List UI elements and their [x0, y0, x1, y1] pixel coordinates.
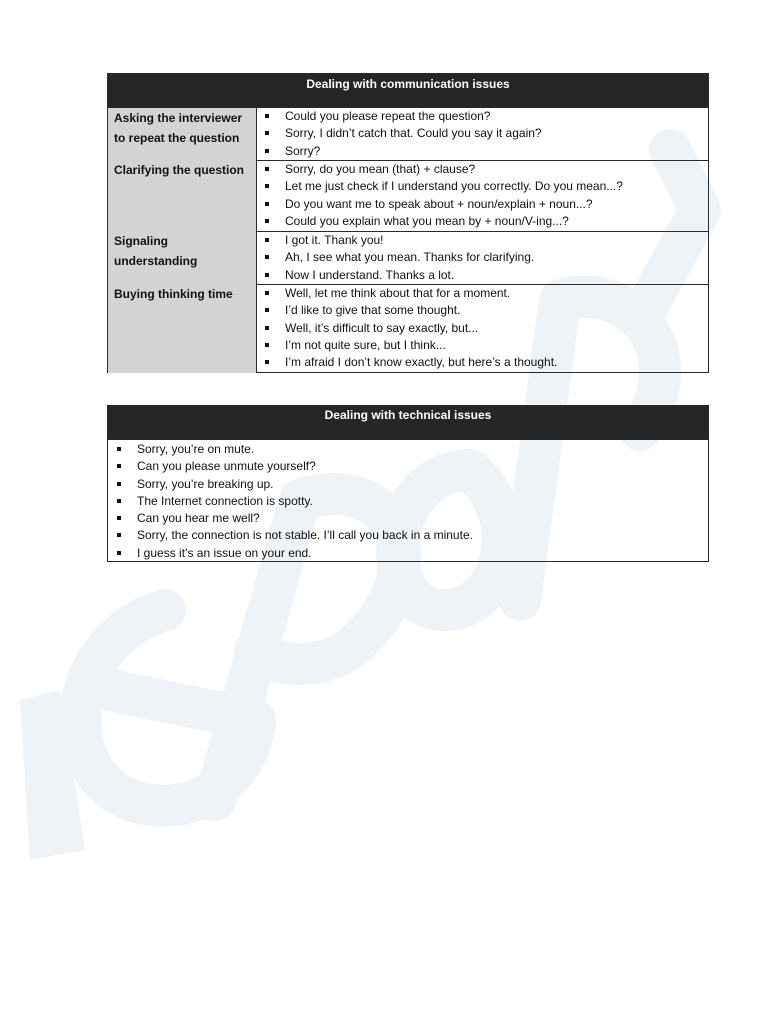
- list-item: Can you please unmute yourself?: [108, 458, 708, 475]
- category-repeat-question: Asking the interviewer to repeat the question: [114, 111, 243, 145]
- list-item: Well, it’s difficult to say exactly, but...: [257, 320, 708, 337]
- list-item: Sorry?: [257, 143, 708, 160]
- bullet-icon: [117, 464, 121, 468]
- category-thinking-time: Buying thinking time: [114, 287, 233, 301]
- bullet-icon: [117, 447, 121, 451]
- list-item: Well, let me think about that for a moment.: [257, 285, 708, 302]
- bullet-icon: [117, 551, 121, 555]
- communication-issues-table: [107, 73, 709, 373]
- phrase-list: [257, 108, 708, 160]
- bullet-icon: [265, 255, 269, 259]
- group-clarifying: [257, 160, 708, 230]
- bullet-icon: [265, 238, 269, 242]
- list-item: Sorry, do you mean (that) + clause?: [257, 161, 708, 178]
- category-clarifying: Clarifying the question: [114, 163, 245, 177]
- list-item: Can you hear me well?: [108, 510, 708, 527]
- list-item: I got it. Thank you!: [257, 232, 708, 249]
- list-item: I’m not quite sure, but I think...: [257, 337, 708, 354]
- list-item: Do you want me to speak about + noun/explain + noun...?: [257, 196, 708, 213]
- list-item: Sorry, you’re on mute.: [108, 441, 708, 458]
- bullet-icon: [265, 202, 269, 206]
- list-item: Sorry, the connection is not stable. I’ll call you back in a minute.: [108, 527, 708, 544]
- phrase-list: [257, 161, 708, 230]
- bullet-icon: [117, 482, 121, 486]
- category-signaling: Signaling understanding: [114, 234, 198, 268]
- bullet-icon: [265, 308, 269, 312]
- technical-table-header: Dealing with technical issues: [108, 406, 708, 440]
- list-item: Sorry, I didn’t catch that. Could you say it again?: [257, 125, 708, 142]
- group-repeat-question: [257, 108, 708, 160]
- bullet-icon: [265, 360, 269, 364]
- bullet-icon: [265, 149, 269, 153]
- bullet-icon: [265, 114, 269, 118]
- technical-issues-table: [107, 405, 709, 562]
- bullet-icon: [265, 219, 269, 223]
- bullet-icon: [265, 184, 269, 188]
- list-item: Let me just check if I understand you correctly. Do you mean...?: [257, 178, 708, 195]
- bullet-icon: [265, 291, 269, 295]
- list-item: Could you please repeat the question?: [257, 108, 708, 125]
- phrase-list: [257, 285, 708, 371]
- phrase-list: [257, 232, 708, 284]
- phrase-list: [108, 440, 708, 562]
- list-item: I guess it’s an issue on your end.: [108, 545, 708, 562]
- list-item: Could you explain what you mean by + noun/V-ing...?: [257, 213, 708, 230]
- bullet-icon: [265, 326, 269, 330]
- group-thinking-time: [257, 284, 708, 371]
- bullet-icon: [265, 273, 269, 277]
- bullet-icon: [265, 343, 269, 347]
- bullet-icon: [265, 167, 269, 171]
- list-item: Sorry, you’re breaking up.: [108, 476, 708, 493]
- bullet-icon: [117, 499, 121, 503]
- list-item: I’m afraid I don’t know exactly, but here’s a thought.: [257, 354, 708, 371]
- list-item: I’d like to give that some thought.: [257, 302, 708, 319]
- list-item: The Internet connection is spotty.: [108, 493, 708, 510]
- list-item: Now I understand. Thanks a lot.: [257, 267, 708, 284]
- group-signaling: [257, 231, 708, 284]
- bullet-icon: [117, 516, 121, 520]
- bullet-icon: [117, 533, 121, 537]
- bullet-icon: [265, 131, 269, 135]
- communication-table-header: Dealing with communication issues: [108, 74, 708, 108]
- list-item: Ah, I see what you mean. Thanks for clarifying.: [257, 249, 708, 266]
